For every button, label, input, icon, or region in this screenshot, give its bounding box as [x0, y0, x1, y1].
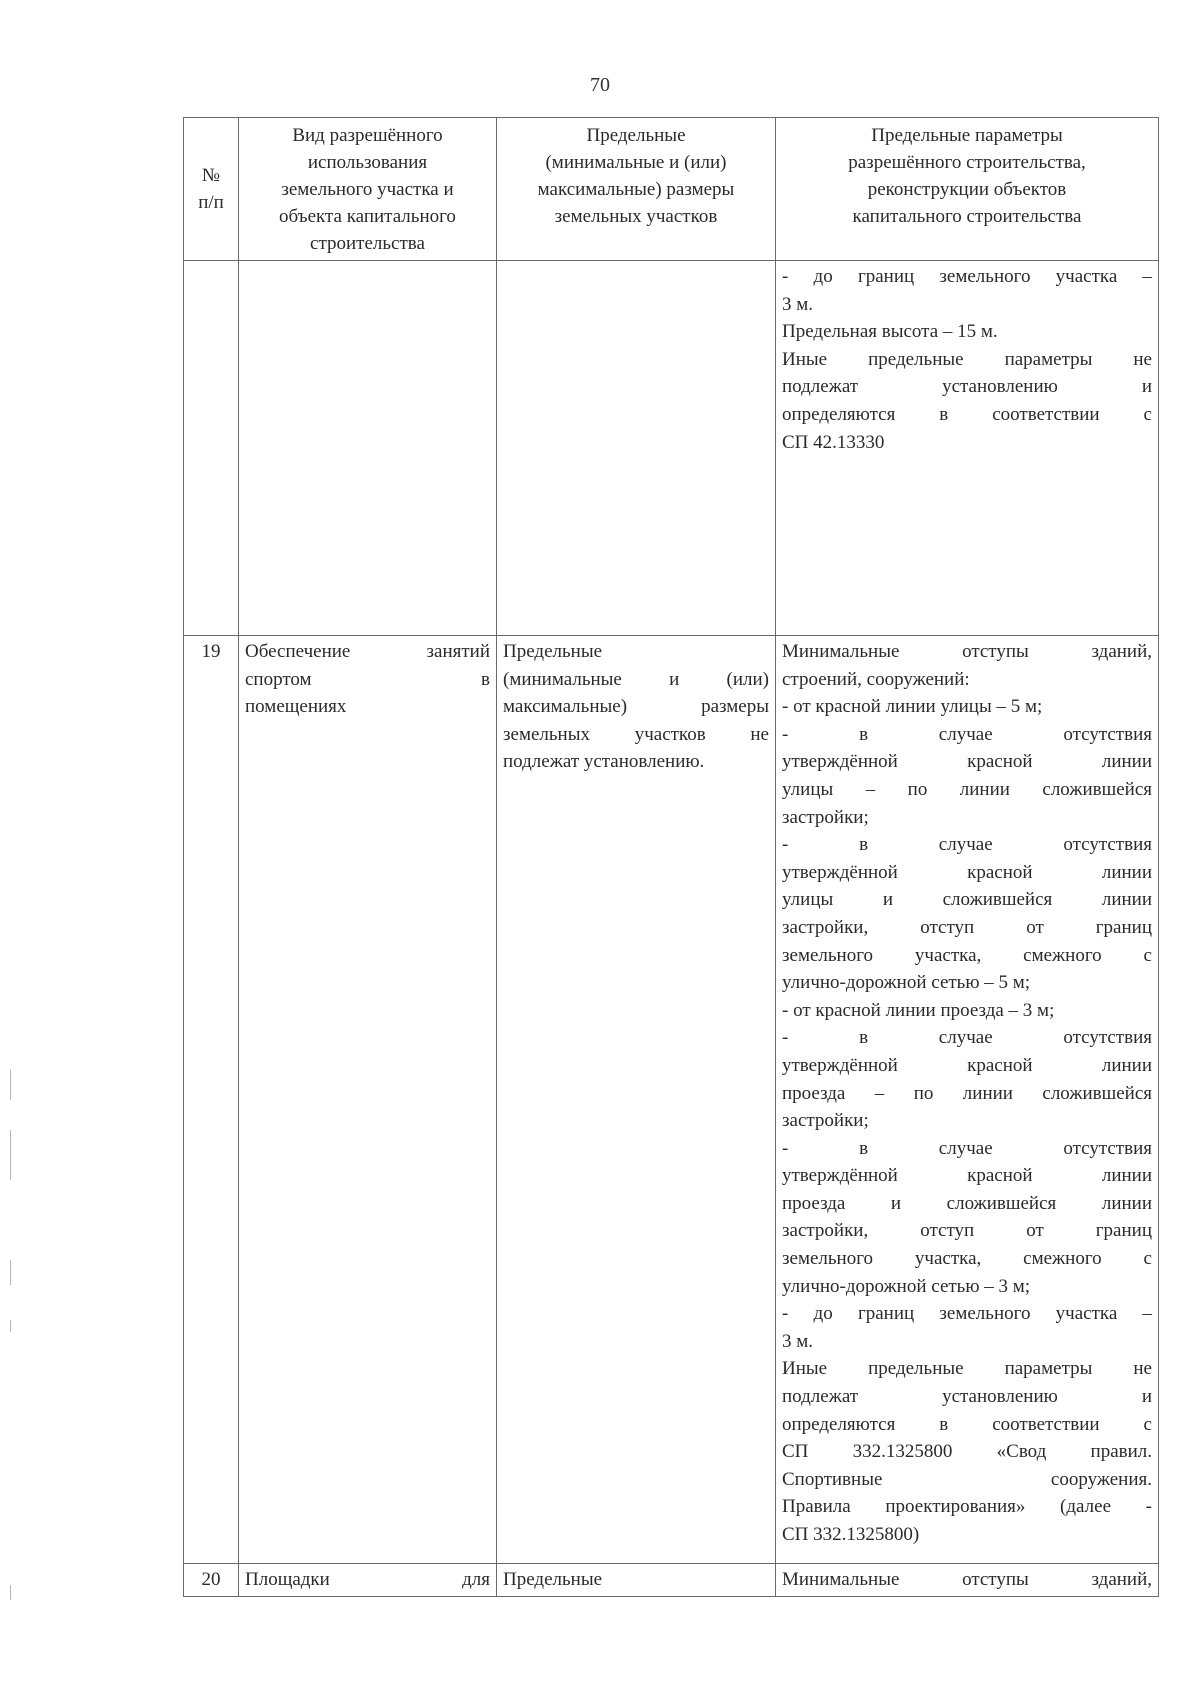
text-line: СП 332.1325800) [782, 1524, 920, 1545]
text-line: утверждённой красной линии [782, 1054, 1152, 1076]
row-number-cell [184, 261, 239, 636]
text-line: утверждённой красной линии [782, 861, 1152, 883]
text-line: Иные предельные параметры не [782, 1358, 1152, 1380]
header-line: капитального строительства [852, 206, 1082, 227]
header-number-line: № [201, 165, 221, 186]
text-line: земельных участков не [503, 723, 769, 745]
text-line: утверждённой красной линии [782, 751, 1152, 773]
table-row [184, 261, 1159, 636]
permitted-use-cell [239, 636, 497, 1564]
header-line: разрешённого строительства, [848, 152, 1086, 173]
header-line: реконструкции объектов [867, 179, 1067, 200]
text-line: Обеспечение занятий [245, 641, 490, 662]
text-line: помещениях [245, 696, 347, 718]
header-construction-params [776, 118, 1159, 261]
text-line: - в случае отсутствия [782, 1027, 1152, 1049]
text-line: - до границ земельного участка – [782, 1303, 1152, 1325]
header-line: использования [307, 151, 428, 173]
page-number: 70 [590, 74, 610, 96]
table-header-row [184, 118, 1159, 261]
text-line: - от красной линии улицы – 5 м; [782, 696, 1043, 718]
scan-edge-mark [10, 1130, 11, 1180]
permitted-use-cell [239, 1564, 497, 1597]
header-line: максимальные) размеры [537, 179, 735, 200]
text-line: - в случае отсутствия [782, 723, 1152, 745]
text-line: утверждённой красной линии [782, 1165, 1152, 1187]
text-line: - до границ земельного участка – [782, 266, 1152, 287]
text-line: 3 м. [782, 1330, 814, 1352]
header-plot-size [497, 118, 776, 261]
text-line: спортом в [245, 668, 490, 690]
table-row [184, 636, 1159, 1564]
plot-size-cell [497, 261, 776, 636]
text-line: улицы – по линии сложившейся [782, 778, 1152, 800]
text-line: максимальные) размеры [503, 696, 769, 718]
text-line: СП 332.1325800 «Свод правил. [782, 1441, 1152, 1463]
text-line: СП 42.13330 [782, 431, 885, 453]
text-line: 3 м. [782, 293, 814, 315]
text-line: улично-дорожной сетью – 3 м; [782, 1275, 1031, 1297]
scan-edge-mark [10, 1585, 11, 1600]
scan-edge-mark [10, 1260, 11, 1285]
text-line: Площадки для [245, 1569, 490, 1590]
text-line: застройки, отступ от границ [782, 916, 1152, 938]
header-number-line: п/п [198, 192, 224, 213]
header-number [184, 118, 239, 261]
row-number-cell: 20 [184, 1564, 239, 1597]
row-number-cell: 19 [184, 636, 239, 1564]
text-line: подлежат установлению и [782, 376, 1152, 398]
text-line: определяются в соответствии с [782, 403, 1152, 425]
text-line: Правила проектирования» (далее - [782, 1496, 1152, 1518]
text-line: земельного участка, смежного с [782, 1248, 1152, 1270]
plot-size-cell [497, 636, 776, 1564]
header-line: (минимальные и (или) [545, 152, 727, 173]
header-line: земельного участка и [281, 178, 454, 200]
construction-params-cell [776, 1564, 1159, 1597]
text-line: Предельная высота – 15 м. [782, 321, 998, 343]
header-line: строительства [310, 232, 425, 254]
header-line: объекта капитального [279, 205, 456, 227]
text-line: - в случае отсутствия [782, 834, 1152, 856]
text-line: (минимальные и (или) [503, 668, 769, 690]
text-line: Иные предельные параметры не [782, 348, 1152, 370]
text-line: Предельные [503, 641, 603, 662]
text-line: застройки; [782, 1110, 869, 1132]
text-line: улицы и сложившейся линии [782, 889, 1152, 911]
text-line: Спортивные сооружения. [782, 1468, 1152, 1490]
text-line: - в случае отсутствия [782, 1137, 1152, 1159]
header-line: Предельные параметры [871, 125, 1063, 146]
text-line: Минимальные отступы зданий, [782, 1569, 1152, 1590]
text-line: подлежат установлению. [503, 751, 705, 773]
construction-params-cell [776, 261, 1159, 636]
plot-size-cell [497, 1564, 776, 1597]
header-permitted-use [239, 118, 497, 261]
text-line: определяются в соответствии с [782, 1413, 1152, 1435]
text-line: застройки, отступ от границ [782, 1220, 1152, 1242]
text-line: - от красной линии проезда – 3 м; [782, 999, 1055, 1021]
text-line: Минимальные отступы зданий, [782, 641, 1152, 662]
permitted-use-cell [239, 261, 497, 636]
scan-edge-mark [10, 1320, 11, 1332]
scan-edge-mark [10, 1070, 11, 1100]
table-row [184, 1564, 1159, 1597]
header-line: земельных участков [554, 206, 718, 227]
construction-params-cell [776, 636, 1159, 1564]
text-line: проезда – по линии сложившейся [782, 1082, 1152, 1104]
header-line: Предельные [586, 125, 686, 146]
land-use-regulation-table [183, 117, 1159, 1597]
text-line: Предельные [503, 1569, 603, 1590]
text-line: подлежат установлению и [782, 1386, 1152, 1408]
text-line: застройки; [782, 806, 869, 828]
text-line: проезда и сложившейся линии [782, 1192, 1152, 1214]
text-line: земельного участка, смежного с [782, 944, 1152, 966]
header-line: Вид разрешённого [292, 124, 443, 146]
text-line: улично-дорожной сетью – 5 м; [782, 972, 1031, 994]
text-line: строений, сооружений: [782, 668, 970, 690]
